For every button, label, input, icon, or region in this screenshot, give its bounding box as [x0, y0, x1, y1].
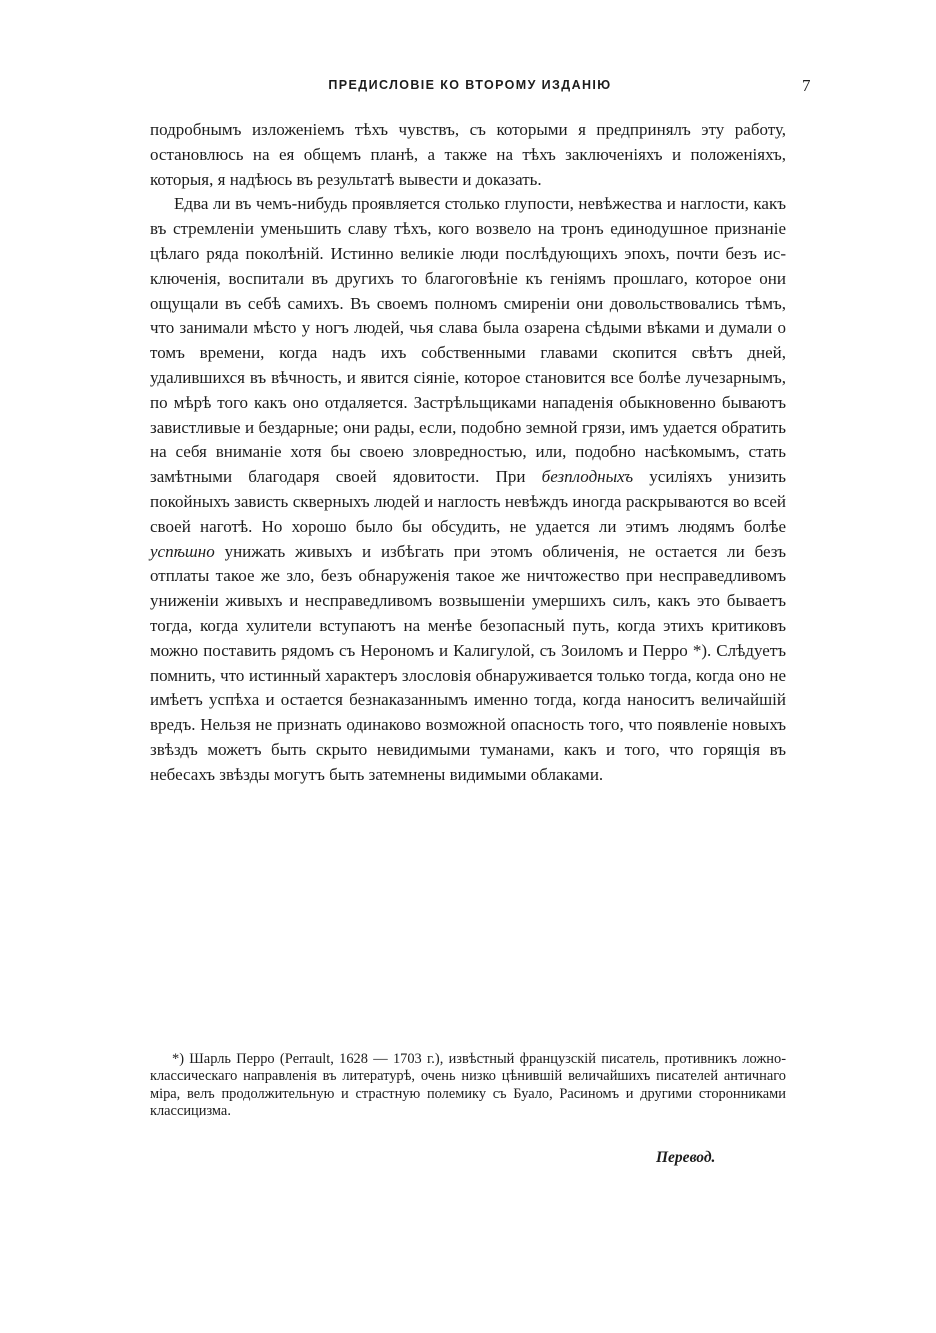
page-number: 7 [802, 76, 811, 95]
main-text [150, 118, 786, 788]
footnote [150, 1051, 786, 1120]
emphasis-uspeshno: успѣшно [150, 541, 215, 561]
paragraph-2-part-a: Едва ли въ чемъ-нибудь проявляется столько глупости, невѣжества и наглости, какъ въ стремленіи уменьшить славу тѣхъ, кого возвело на тронъ единодушное признаніе цѣлаго ряда поколѣній. Истинно великіе люди послѣдующихъ эпохъ, почти безъ исключенія, воспитали въ другихъ то благоговѣніе къ геніямъ прошлаго, которое они ощущали въ себѣ самихъ. Въ своемъ полномъ смиреніи они довольствовались тѣмъ, что занимали мѣсто у ногъ людей, чья слава была озарена сѣдыми вѣками и думали о томъ времени, когда надъ ихъ собственными главами скопится свѣтъ дней, удалившихся въ вѣчность, и явится сіяніе, которое становится все болѣе лучезарнымъ, по мѣрѣ того какъ оно отдаляется. Застрѣльщиками нападенія обыкновенно бываютъ завистливые и бездарные; они рады, если, подобно земной грязи, имъ удается обратить на себя вниманіе хотя бы своею зловредностью, или, подобно насѣкомымъ, стать замѣтными благодаря своей ядовитости. При [150, 194, 786, 487]
paragraph-2 [150, 192, 786, 787]
running-title: ПРЕДИСЛОВІЕ КО ВТОРОМУ ИЗДАНІЮ [328, 78, 612, 92]
paragraph-2-part-b: усиліяхъ унизить покойныхъ зависть скверныхъ людей и наглость невѣждъ иногда раскрываются во всей своей наготѣ. Но хорошо было бы обсудить, не удается ли этимъ людямъ болѣе [150, 467, 787, 536]
paragraph-1: подробнымъ изложеніемъ тѣхъ чувствъ, съ которыми я предпринялъ эту работу, остановлюсь на ея общемъ планѣ, а также на тѣхъ заключеніяхъ и положеніяхъ, которыя, я надѣюсь въ результатѣ вывести и доказать. [150, 120, 786, 189]
footnote-text: *) Шарль Перро (Perrault, 1628 — 1703 г.), извѣстный французскій писатель, противникъ ложно-классическаго направленія въ литературѣ, очень низко цѣнившій величайшихъ писателей античнаго міра, велъ продолжительную и страстную полемику съ Буало, Расиномъ и другими сторонниками классицизма. [150, 1051, 786, 1119]
translator-note: Перевод. [656, 1149, 716, 1166]
emphasis-bezplodnykh: безплодныхъ [541, 467, 634, 487]
paragraph-2-part-c: унижать живыхъ и избѣгать при этомъ обличенія, не остается ли безъ отплаты такое же зло, безъ обнаруженія такое же ничтожество при несправедливомъ униженіи живыхъ и несправедливомъ возвышеніи умершихъ силъ, какъ это бываетъ тогда, когда хулители вступаютъ на менѣе безопасный путь, когда этихъ критиковъ можно поставить рядомъ съ Нерономъ и Калигулой, съ Зоиломъ и Перро *). Слѣдуетъ помнить, что истинный характеръ злословія обнаруживается только тогда, когда оно не имѣетъ успѣха и остается безнаказаннымъ именно тогда, когда наноситъ величайшій вредъ. Нельзя не признать одинаково возможной опасность того, что появленіе новыхъ звѣздъ можетъ быть скрыто невидимыми туманами, какъ и того, что горящія въ небесахъ звѣзды могутъ быть затемнены видимыми облаками. [150, 541, 787, 784]
